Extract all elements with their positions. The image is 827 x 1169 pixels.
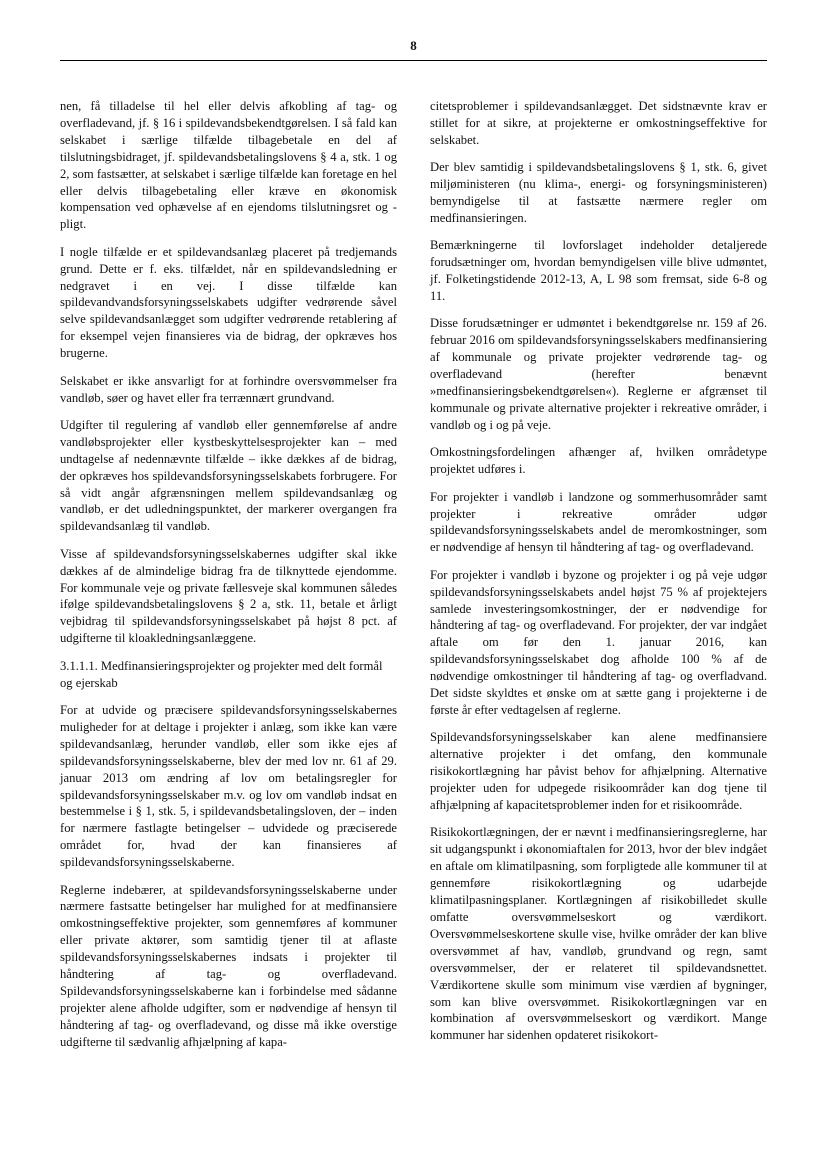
paragraph: Reglerne indebærer, at spildevandsforsyningsselskaberne under nærmere fastsatte betingelser har mulighed for at medfinansiere omkostningseffektive projekter, som gennemføres af kommuner eller private aktører, som samtidig tjener til at aflaste spildevandsforsyningsselskabernes indsats i projekter til håndtering af tag- og overfladevand. Spildevandsforsyningsselskaberne kan i forbindelse med sådanne projekter alene afholde udgifter, som er nødvendige af hensyn til håndtering af tag- og overfladevand, og disse må ikke overstige udgifterne til sædvanlig afhjælpning af kapa-: [60, 882, 397, 1049]
paragraph: citetsproblemer i spildevandsanlægget. Det sidstnævnte krav er stillet for at sikre, at projekterne er omkostningseffektive for selskabet.: [430, 99, 767, 147]
page-number: 8: [410, 38, 417, 53]
paragraph: For projekter i vandløb i byzone og projekter i og på veje udgør spildevandsforsyningsselskabets andel højst 75 % af projektejers samlede investeringsomkostninger, der er nødvendige for håndtering af tag- og overfladevand. For projekter, der var indgået aftale om før den 1. januar 2016, kan spildevandsforsyningsselskabet dog afholde 100 % af de nødvendige omkostninger til håndtering af tag- og overfladvand. Det sidste skyldtes et ønske om at sætte gang i projekterne i de første år efter vedtagelsen af reglerne.: [430, 567, 767, 717]
paragraph: Omkostningsfordelingen afhænger af, hvilken områdetype projektet udføres i.: [430, 445, 767, 477]
paragraph: Selskabet er ikke ansvarligt for at forhindre oversvømmelser fra vandløb, søer og havet eller fra terrænnært grundvand.: [60, 373, 397, 405]
header-rule: [60, 60, 767, 61]
paragraph: nen, få tilladelse til hel eller delvis afkobling af tag- og overfladevand, jf. § 16 i spildevandsbekendtgørelsen. I så fald kan selskabet i særlige tilfælde tilbagebetale en del af tilslutningsbidraget, jf. spildevandsbetalingslovens § 4 a, stk. 1 og 2, som fastsætter, at selskabet i særlige tilfælde kan foretage en hel eller delvis tilbagebetaling eller kræve en økonomisk kompensation ved ophævelse af en ejendoms tilslutningsret og -pligt.: [60, 99, 397, 232]
paragraph: Udgifter til regulering af vandløb eller gennemførelse af andre vandløbsprojekter eller kystbeskyttelsesprojekter kan – med undtagelse af nedennævnte tilfælde – ikke dækkes af de bidrag, der opkræves hos spildevandsforsyningsselskabets forbrugere. For så vidt angår afgrænsningen mellem spildevandsanlæg og vandløb, er det udledningspunktet, der markerer overgangen fra spildevandsanlæg til vandløb.: [60, 417, 397, 534]
paragraph: For at udvide og præcisere spildevandsforsyningsselskabernes muligheder for at deltage i projekter i anlæg, som ikke kan være spildevandsanlæg, herunder vandløb, eller som ikke ejes af spildevandsforsyningsselskaberne, blev der med lov nr. 61 af 29. januar 2013 om ændring af lov om betalingsregler for spildevandsforsyningsselskaber m.v. og lov om vandløb indsat en bestemmelse i § 1, stk. 5, i spildevandsbetalingsloven, der – inden for nærmere fastlagte betingelser – udvidede og præciserede området for, hvad der kan finansieres af spildevandsforsyningsselskaberne.: [60, 703, 397, 870]
left-column: [60, 98, 397, 1061]
paragraph: Spildevandsforsyningsselskaber kan alene medfinansiere alternative projekter i det omfang, den kommunale risikokortlægning har påvist behov for afhjælpning. Alternative projekter uden for udpegede risikoområder kan dog tjene til afhjælpning af kapacitetsproblemer inden for et risikoområde.: [430, 730, 767, 813]
paragraph: Risikokortlægningen, der er nævnt i medfinansieringsreglerne, har sit udgangspunkt i økonomiaftalen for 2013, hvor der blev indgået en aftale om klimatilpasning, som forpligtede alle kommuner til at gennemføre risikokortlægning og udarbejde klimatilpasningsplaner. Kortlægningen af risikobilledet skulle omfatte oversvømmelseskort og værdikort. Oversvømmelseskortene skulle vise, hvilke områder der kan blive oversvømmet af hav, vandløb, grundvand og regn, samt oversvømmelser, der er relateret til spildevandsnettet. Værdikortene skulle som minimum vise værdien af bygninger, som kan blive oversvømmet. Risikokortlægningen var en kombination af oversvømmelseskort og værdikort. Mange kommuner har sidenhen opdateret risikokort-: [430, 825, 767, 1043]
paragraph: Disse forudsætninger er udmøntet i bekendtgørelse nr. 159 af 26. februar 2016 om spildevandsforsyningsselskabers medfinansiering af kommunale og private projekter vedrørende tag- og overfladevand (herefter benævnt »medfinansieringsbekendtgørelsen«). Reglerne er afgrænset til kommunale og private alternative projekter i rekreative områder, i vandløb og i og på veje.: [430, 316, 767, 432]
paragraph: I nogle tilfælde er et spildevandsanlæg placeret på tredjemands grund. Dette er f. eks. tilfældet, når en spildevandsledning er nedgravet i en vej. I disse tilfælde kan spildevandvandsforsyningsselskabets udgifter vedrørende såvel selve spildevandsanlægget som udgifter vedrørende retablering af for eksempel vejen finansieres via de bidrag, der opkræves hos brugerne.: [60, 244, 397, 361]
paragraph: Visse af spildevandsforsyningsselskabernes udgifter skal ikke dækkes af de almindelige bidrag fra de tilknyttede ejendomme. For kommunale veje og private fællesveje skal kommunen således ifølge spildevandsbetalingslovens § 2 a, stk. 11, betale et årligt vejbidrag til spildevandsforsyningsselskabet på højst 8 pct. af udgifterne til kloakledningsanlæggene.: [60, 546, 397, 646]
paragraph: Bemærkningerne til lovforslaget indeholder detaljerede forudsætninger om, hvordan bemyndigelsen ville blive udmøntet, jf. Folketingstidende 2012-13, A, L 98 som fremsat, side 6-8 og 11.: [430, 238, 767, 304]
section-heading: 3.1.1.1. Medfinansieringsprojekter og projekter med delt formål og ejerskab: [60, 658, 383, 690]
paragraph: For projekter i vandløb i landzone og sommerhusområder samt projekter i rekreative områder udgør spildevandsforsyningsselskabets andel de meromkostninger, som er nødvendige af hensyn til håndtering af tag- og overfladevand.: [430, 489, 767, 555]
right-column: [430, 98, 767, 1055]
paragraph: Der blev samtidig i spildevandsbetalingslovens § 1, stk. 6, givet miljøministeren (nu klima-, energi- og forsyningsministeren) bemyndigelse til at fastsætte nærmere regler om medfinansieringen.: [430, 160, 767, 225]
